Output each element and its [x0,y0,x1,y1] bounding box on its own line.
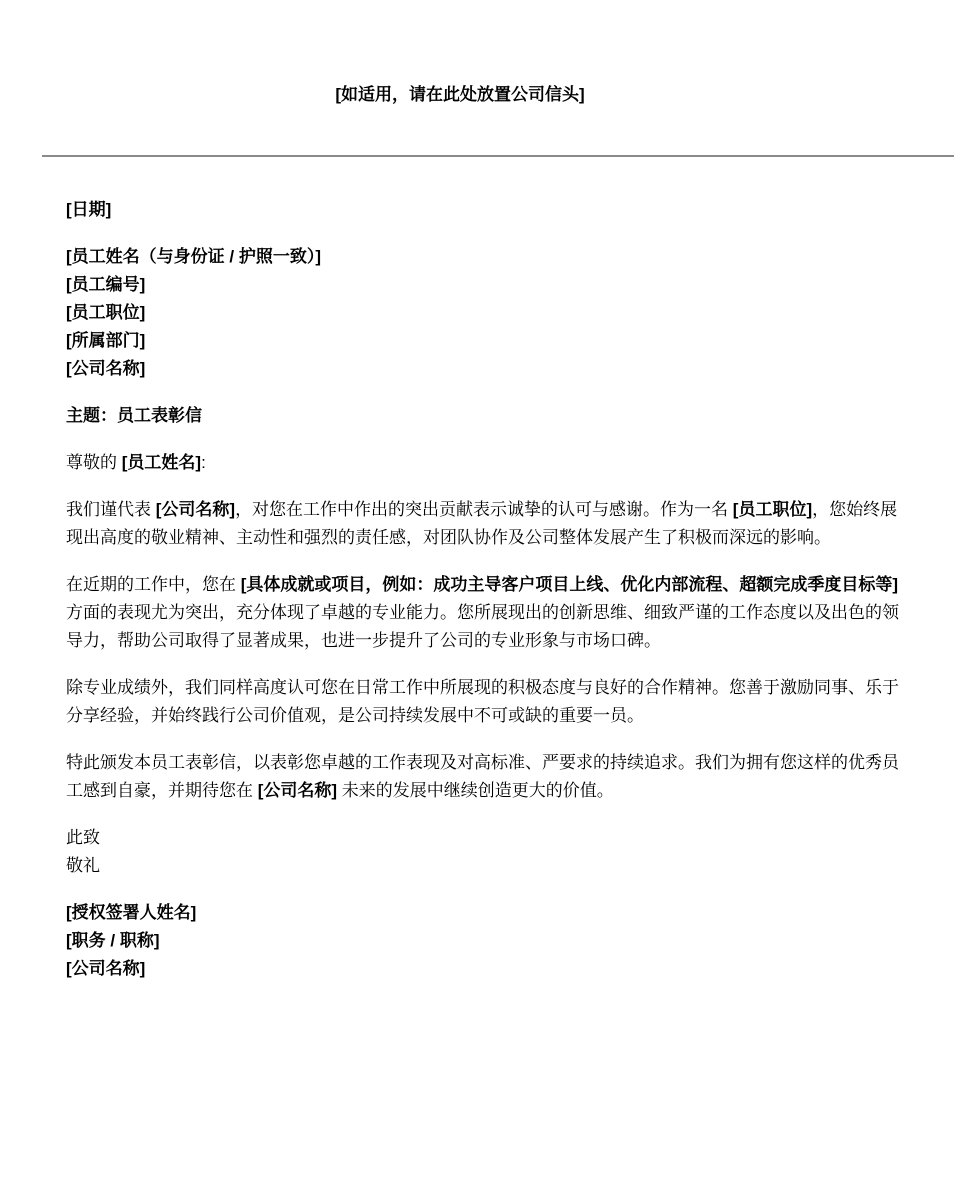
closing: 此致 敬礼 [66,827,100,875]
date-line: [日期] [66,199,112,219]
letter-page [0,81,980,1201]
signature-block: [授权签署人姓名] [职务 / 职称] [公司名称] [66,902,197,978]
paragraph-3: 除专业成绩外，我们同样高度认可您在日常工作中所展现的积极态度与良好的合作精神。您善于激励同事、乐于分享经验，并始终践行公司价值观，是公司持续发展中不可或缺的重要一员。 [66,677,899,725]
paragraph-4: 特此颁发本员工表彰信，以表彰您卓越的工作表现及对高标准、严要求的持续追求。我们为拥有您这样的优秀员工感到自豪，并期待您在 [公司名称] 未来的发展中继续创造更大的价值。 [66,752,899,800]
letter-body [66,196,905,983]
salutation: 尊敬的 [员工姓名]: [66,452,206,472]
letterhead-placeholder: [如适用，请在此处放置公司信头] [335,85,585,104]
paragraph-2: 在近期的工作中，您在 [具体成就或项目，例如：成功主导客户项目上线、优化内部流程、超额完成季度目标等] 方面的表现尤为突出，充分体现了卓越的专业能力。您所展现出的创新思维、细致严谨的工作态度以及出色的领导力，帮助公司取得了显著成果，也进一步提升了公司的专业形象与市场口碑。 [66,574,899,650]
divider [42,155,954,157]
recipient-block: [员工姓名（与身份证 / 护照一致）] [员工编号] [员工职位] [所属部门] [公司名称] [66,246,321,378]
subject-line: 主题：员工表彰信 [66,405,202,425]
paragraph-1: 我们谨代表 [公司名称]，对您在工作中作出的突出贡献表示诚挚的认可与感谢。作为一名 [员工职位]，您始终展现出高度的敬业精神、主动性和强烈的责任感，对团队协作及公司整体发展产生了积极而深远的影响。 [66,499,898,547]
